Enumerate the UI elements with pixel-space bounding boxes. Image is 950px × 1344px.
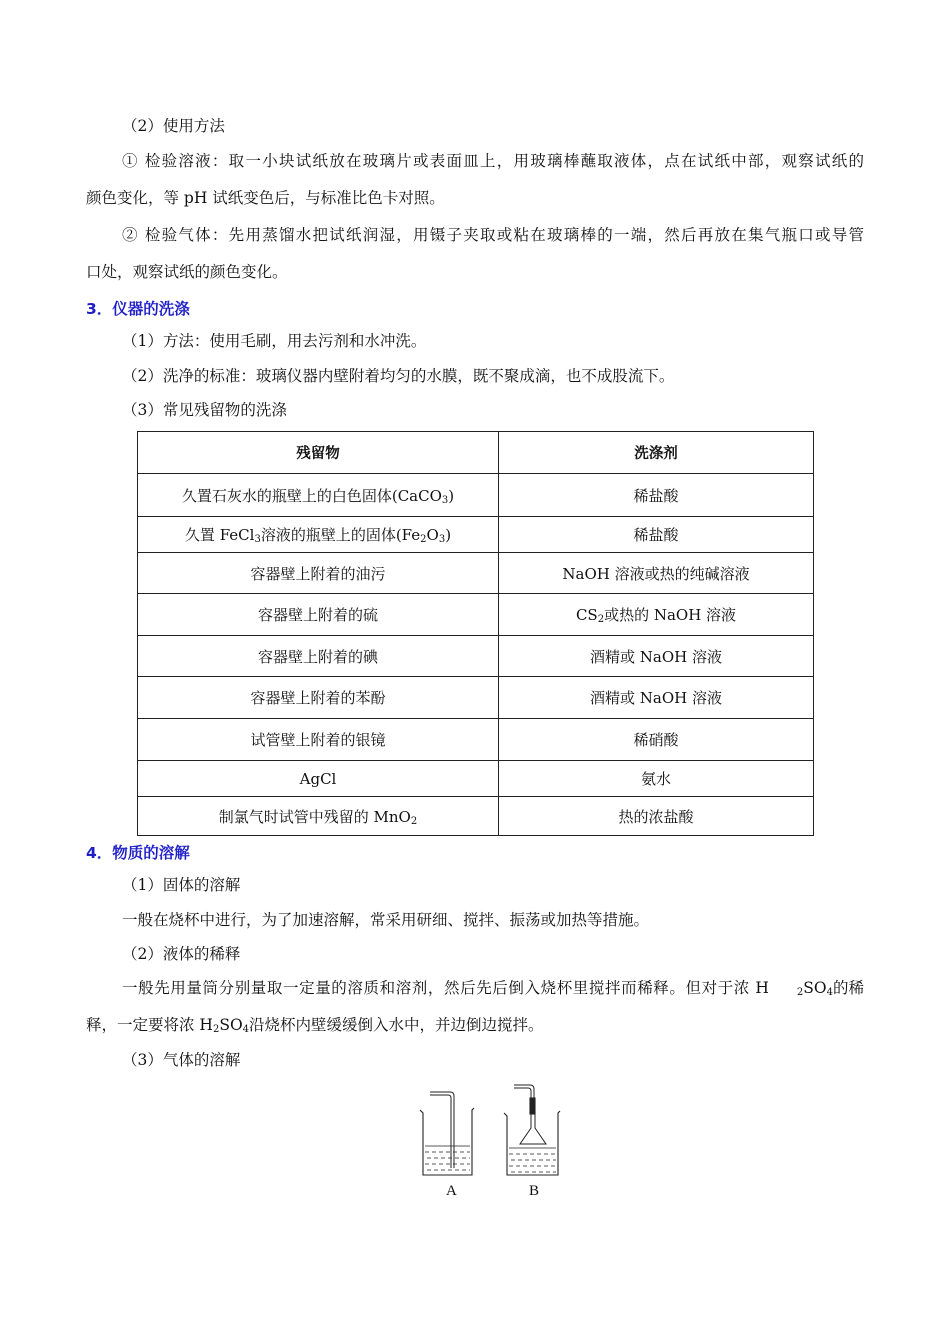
beaker-a (420, 1092, 474, 1175)
residue-cell: 容器壁上附着的碘 (138, 636, 499, 677)
agent-cell: 酒精或 NaOH 溶液 (499, 636, 814, 677)
table-row (138, 594, 814, 636)
table-row (138, 517, 814, 553)
usage-title: （2）使用方法 (122, 117, 225, 135)
solid-title: （1）固体的溶解 (122, 876, 241, 894)
section-4-heading: 4．物质的溶解 (86, 844, 190, 862)
table-header-row (138, 432, 814, 474)
residue-cell: 容器壁上附着的硫 (138, 594, 499, 636)
table-row (138, 797, 814, 836)
table-row (138, 677, 814, 719)
liquid-text-line2: 释，一定要将浓 $H_2SO_4$沿烧杯内壁缓缓倒入水中，并边倒边搅拌。 (86, 1016, 544, 1035)
table-row (138, 719, 814, 761)
agent-cell: 酒精或 NaOH 溶液 (499, 677, 814, 719)
agent-cell: 氨水 (499, 761, 814, 797)
agent-cell: 稀盐酸 (499, 517, 814, 553)
agent-cell: 热的浓盐酸 (499, 797, 814, 836)
usage-step1-line2: 颜色变化，等 pH 试纸变色后，与标准比色卡对照。 (86, 189, 445, 207)
agent-cell: 稀盐酸 (499, 474, 814, 517)
solid-text: 一般在烧杯中进行，为了加速溶解，常采用研细、搅拌、振荡或加热等措施。 (122, 911, 650, 929)
residue-cell: 久置 FeCl$_3$溶液的瓶壁上的固体$(Fe_2O_3)$ (138, 517, 499, 553)
usage-step2-line2: 口处，观察试纸的颜色变化。 (86, 263, 288, 281)
liquid-title: （2）液体的稀释 (122, 945, 241, 963)
residue-table (137, 431, 814, 836)
figure-label-a: A (446, 1183, 457, 1199)
residue-cell: 试管壁上附着的银镜 (138, 719, 499, 761)
header-agent: 洗涤剂 (499, 432, 814, 474)
usage-step1-line1: ① 检验溶液：取一小块试纸放在玻璃片或表面皿上，用玻璃棒蘸取液体，点在试纸中部，观察试纸的 (122, 152, 864, 170)
wash-standard: （2）洗净的标准：玻璃仪器内壁附着均匀的水膜，既不聚成滴，也不成股流下。 (122, 367, 675, 385)
gas-dissolving-figure (412, 1080, 572, 1205)
beaker-b (504, 1085, 560, 1175)
residue-title: （3）常见残留物的洗涤 (122, 401, 287, 419)
table-row (138, 636, 814, 677)
agent-cell: $CS_2$或热的 NaOH 溶液 (499, 594, 814, 636)
table-row (138, 474, 814, 517)
table-row (138, 553, 814, 594)
usage-step2-line1: ② 检验气体：先用蒸馏水把试纸润湿，用镊子夹取或粘在玻璃棒的一端，然后再放在集气瓶口或导管 (122, 226, 864, 244)
header-residue: 残留物 (138, 432, 499, 474)
agent-cell: NaOH 溶液或热的纯碱溶液 (499, 553, 814, 594)
gas-title: （3）气体的溶解 (122, 1051, 241, 1069)
wash-method: （1）方法：使用毛刷，用去污剂和水冲洗。 (122, 332, 427, 350)
residue-cell: 制氯气时试管中残留的 MnO$_2$ (138, 797, 499, 836)
residue-cell: 容器壁上附着的苯酚 (138, 677, 499, 719)
residue-cell: AgCl (138, 761, 499, 797)
residue-cell: 容器壁上附着的油污 (138, 553, 499, 594)
table-row (138, 761, 814, 797)
agent-cell: 稀硝酸 (499, 719, 814, 761)
residue-cell: 久置石灰水的瓶壁上的白色固体(CaCO$_3$) (138, 474, 499, 517)
figure-label-b: B (529, 1183, 540, 1199)
section-3-heading: 3．仪器的洗涤 (86, 300, 190, 318)
liquid-text-line1: 一般先用量筒分别量取一定量的溶质和溶剂，然后先后倒入烧杯里搅拌而稀释。但对于浓 H $_2SO_4$的稀 (122, 979, 864, 998)
